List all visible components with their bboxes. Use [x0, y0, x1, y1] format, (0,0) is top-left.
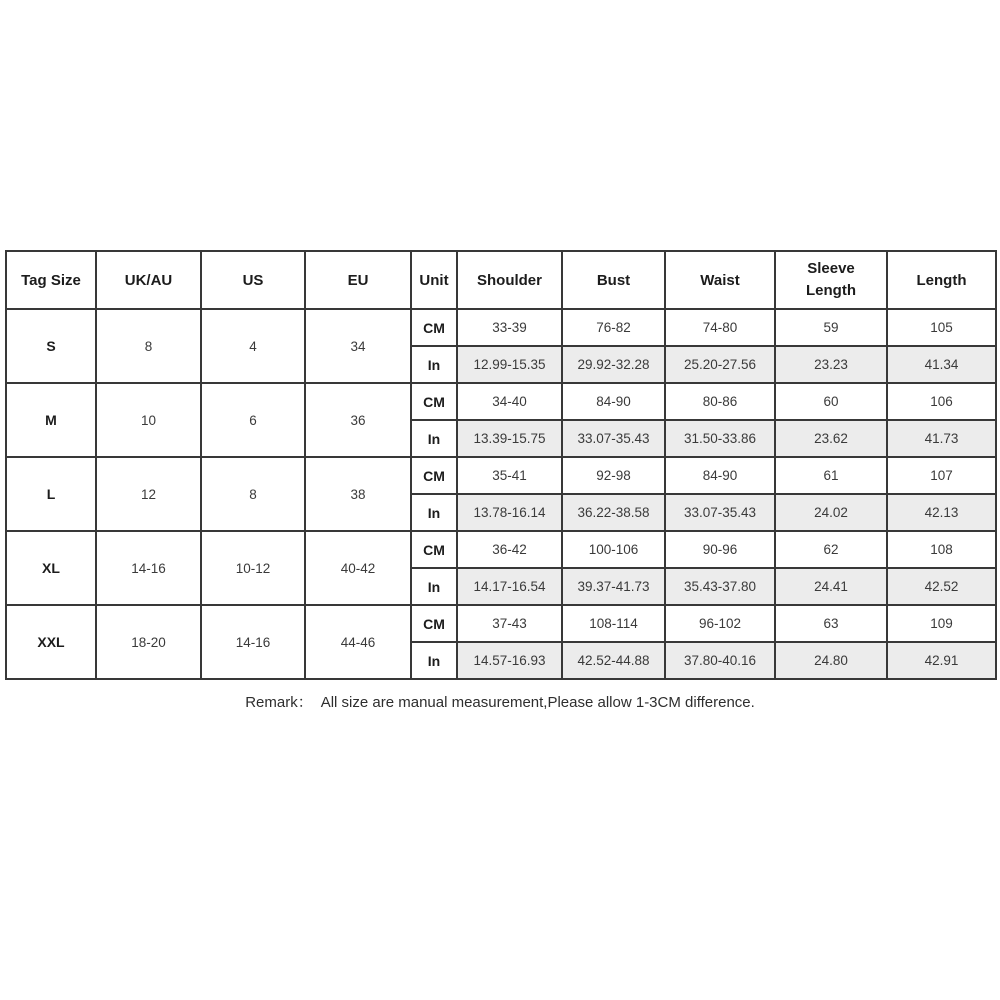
bust-cell: 39.37-41.73: [562, 568, 665, 605]
ukau-cell: 10: [96, 383, 201, 457]
eu-cell: 44-46: [305, 605, 411, 679]
unit-cell: CM: [411, 309, 457, 346]
sleeve-cell: 61: [775, 457, 887, 494]
remark-line: [0, 691, 1000, 712]
table-row-m-cm: [6, 383, 996, 420]
unit-cell: CM: [411, 605, 457, 642]
bust-cell: 84-90: [562, 383, 665, 420]
length-cell: 41.73: [887, 420, 996, 457]
col-header-shoulder: Shoulder: [457, 251, 562, 309]
length-cell: 106: [887, 383, 996, 420]
eu-cell: 34: [305, 309, 411, 383]
col-header-unit: Unit: [411, 251, 457, 309]
tag-size-cell: L: [6, 457, 96, 531]
length-cell: 41.34: [887, 346, 996, 383]
waist-cell: 33.07-35.43: [665, 494, 775, 531]
waist-cell: 37.80-40.16: [665, 642, 775, 679]
unit-cell: CM: [411, 531, 457, 568]
us-cell: 8: [201, 457, 305, 531]
shoulder-cell: 35-41: [457, 457, 562, 494]
unit-cell: CM: [411, 457, 457, 494]
ukau-cell: 8: [96, 309, 201, 383]
header-row: [6, 251, 996, 309]
bust-cell: 76-82: [562, 309, 665, 346]
sleeve-cell: 23.23: [775, 346, 887, 383]
length-cell: 108: [887, 531, 996, 568]
shoulder-cell: 37-43: [457, 605, 562, 642]
length-cell: 42.13: [887, 494, 996, 531]
tag-size-cell: XL: [6, 531, 96, 605]
col-header-us: US: [201, 251, 305, 309]
bust-cell: 33.07-35.43: [562, 420, 665, 457]
unit-cell: CM: [411, 383, 457, 420]
bust-cell: 92-98: [562, 457, 665, 494]
bust-cell: 100-106: [562, 531, 665, 568]
us-cell: 6: [201, 383, 305, 457]
us-cell: 14-16: [201, 605, 305, 679]
waist-cell: 31.50-33.86: [665, 420, 775, 457]
sleeve-cell: 23.62: [775, 420, 887, 457]
shoulder-cell: 33-39: [457, 309, 562, 346]
eu-cell: 38: [305, 457, 411, 531]
col-header-sleeve-length: [775, 251, 887, 309]
eu-cell: 40-42: [305, 531, 411, 605]
table-row-xl-cm: [6, 531, 996, 568]
sleeve-cell: 62: [775, 531, 887, 568]
sleeve-length-label: Sleeve Length: [806, 260, 856, 299]
length-cell: 107: [887, 457, 996, 494]
bust-cell: 42.52-44.88: [562, 642, 665, 679]
waist-cell: 90-96: [665, 531, 775, 568]
col-header-uk-au: UK/AU: [96, 251, 201, 309]
sleeve-cell: 59: [775, 309, 887, 346]
sleeve-cell: 24.80: [775, 642, 887, 679]
sleeve-cell: 60: [775, 383, 887, 420]
bust-cell: 108-114: [562, 605, 665, 642]
tag-size-cell: M: [6, 383, 96, 457]
waist-cell: 35.43-37.80: [665, 568, 775, 605]
shoulder-cell: 14.57-16.93: [457, 642, 562, 679]
table-row-l-cm: [6, 457, 996, 494]
unit-cell: In: [411, 642, 457, 679]
waist-cell: 80-86: [665, 383, 775, 420]
col-header-waist: Waist: [665, 251, 775, 309]
length-cell: 109: [887, 605, 996, 642]
remark-text: All size are manual measurement,Please allow 1-3CM difference.: [320, 694, 755, 711]
table-row-s-cm: [6, 309, 996, 346]
shoulder-cell: 36-42: [457, 531, 562, 568]
shoulder-cell: 14.17-16.54: [457, 568, 562, 605]
ukau-cell: 14-16: [96, 531, 201, 605]
col-header-eu: EU: [305, 251, 411, 309]
eu-cell: 36: [305, 383, 411, 457]
tag-size-cell: S: [6, 309, 96, 383]
table-row-xxl-cm: [6, 605, 996, 642]
waist-cell: 84-90: [665, 457, 775, 494]
col-header-bust: Bust: [562, 251, 665, 309]
col-header-length: Length: [887, 251, 996, 309]
waist-cell: 25.20-27.56: [665, 346, 775, 383]
tag-size-cell: XXL: [6, 605, 96, 679]
waist-cell: 74-80: [665, 309, 775, 346]
length-cell: 105: [887, 309, 996, 346]
sleeve-cell: 63: [775, 605, 887, 642]
shoulder-cell: 13.39-15.75: [457, 420, 562, 457]
ukau-cell: 18-20: [96, 605, 201, 679]
shoulder-cell: 13.78-16.14: [457, 494, 562, 531]
sleeve-cell: 24.02: [775, 494, 887, 531]
shoulder-cell: 12.99-15.35: [457, 346, 562, 383]
bust-cell: 36.22-38.58: [562, 494, 665, 531]
shoulder-cell: 34-40: [457, 383, 562, 420]
length-cell: 42.52: [887, 568, 996, 605]
us-cell: 4: [201, 309, 305, 383]
us-cell: 10-12: [201, 531, 305, 605]
unit-cell: In: [411, 420, 457, 457]
unit-cell: In: [411, 494, 457, 531]
bust-cell: 29.92-32.28: [562, 346, 665, 383]
sleeve-cell: 24.41: [775, 568, 887, 605]
waist-cell: 96-102: [665, 605, 775, 642]
unit-cell: In: [411, 346, 457, 383]
length-cell: 42.91: [887, 642, 996, 679]
size-chart-table: [5, 250, 997, 680]
col-header-tag-size: Tag Size: [6, 251, 96, 309]
remark-label: Remark：: [245, 694, 313, 711]
ukau-cell: 12: [96, 457, 201, 531]
unit-cell: In: [411, 568, 457, 605]
